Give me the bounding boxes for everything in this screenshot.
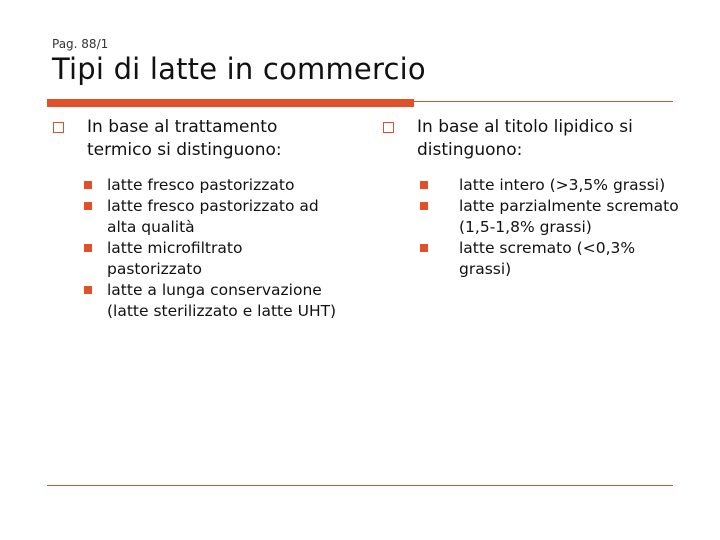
list-item — [420, 175, 692, 196]
list-item-text: latte scremato (<0,3% grassi) — [459, 239, 636, 278]
right-sub-list — [382, 175, 692, 280]
page-title: Tipi di latte in commercio — [52, 52, 426, 86]
list-item — [84, 196, 342, 238]
right-heading: In base al titolo lipidico si distinguono: — [417, 117, 633, 160]
square-bullet-icon — [84, 202, 92, 210]
square-bullet-icon — [420, 202, 428, 210]
hollow-square-bullet-icon — [383, 122, 394, 133]
list-item — [420, 196, 692, 238]
page-ref: Pag. 88/1 — [52, 37, 109, 51]
title-rule-line — [414, 101, 673, 102]
square-bullet-icon — [420, 181, 428, 189]
square-bullet-icon — [84, 244, 92, 252]
list-item-text: latte parzialmente scremato (1,5-1,8% grassi) — [459, 197, 679, 236]
list-item-text: latte intero (>3,5% grassi) — [459, 176, 666, 194]
list-item-text: latte fresco pastorizzato ad alta qualità — [107, 197, 319, 236]
list-item — [84, 238, 342, 280]
title-rule-accent — [47, 99, 414, 107]
list-item-text: latte fresco pastorizzato — [107, 176, 295, 194]
list-item-text: latte microfiltrato pastorizzato — [107, 239, 243, 278]
list-item — [420, 238, 692, 280]
right-column — [382, 116, 692, 280]
footer-rule — [47, 485, 673, 486]
square-bullet-icon — [420, 244, 428, 252]
square-bullet-icon — [84, 181, 92, 189]
left-column — [52, 116, 342, 322]
left-main-item — [52, 116, 342, 162]
left-heading: In base al trattamento termico si distinguono: — [87, 117, 282, 160]
list-item — [84, 175, 342, 196]
list-item-text: latte a lunga conservazione (latte sterilizzato e latte UHT) — [107, 281, 337, 320]
hollow-square-bullet-icon — [53, 122, 64, 133]
left-sub-list — [52, 175, 342, 322]
list-item — [84, 280, 342, 322]
square-bullet-icon — [84, 286, 92, 294]
right-main-item — [382, 116, 692, 162]
